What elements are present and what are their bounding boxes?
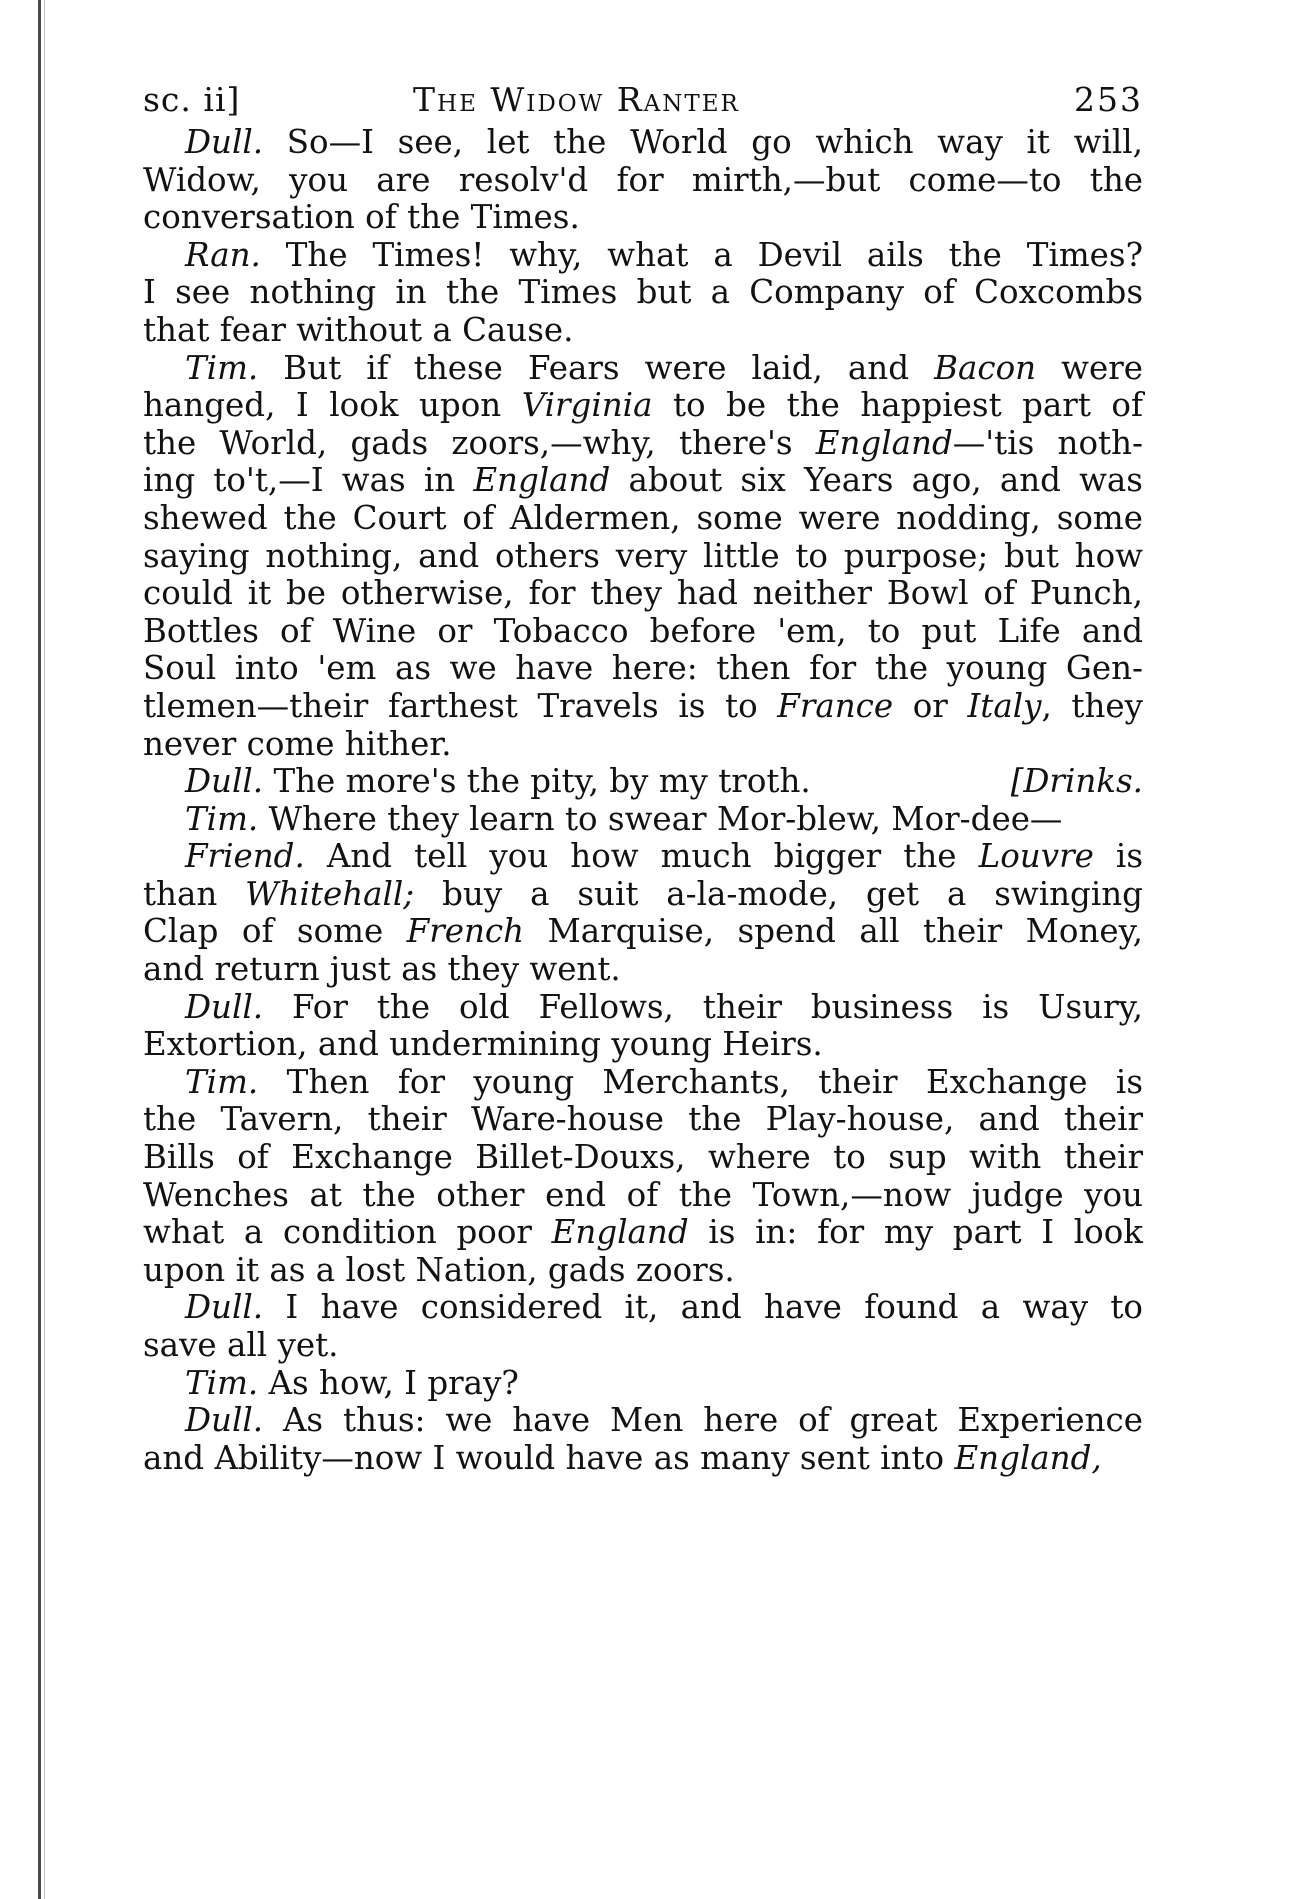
speaker-name: Dull. <box>185 1288 264 1327</box>
text-line <box>143 1402 1143 1440</box>
text-line <box>143 989 1143 1027</box>
line-text: , they <box>1041 686 1144 725</box>
text-line <box>143 425 1143 463</box>
text-line <box>143 312 1143 350</box>
line-text: than <box>143 874 246 913</box>
line-text: I have considered it, and have found a way to <box>263 1288 1143 1327</box>
text-line <box>143 274 1143 312</box>
text-line <box>143 1177 1143 1215</box>
line-text: —'tis noth- <box>952 423 1143 462</box>
line-text: Soul into 'em as we have here: then for the young Gen- <box>143 649 1143 688</box>
italic-text: Whitehall; <box>245 874 415 913</box>
text-line <box>143 838 1143 876</box>
speaker-name: Dull. <box>185 762 264 801</box>
line-text: As thus: we have Men here of great Experience <box>263 1401 1143 1440</box>
text-line <box>143 801 1143 839</box>
text-line <box>143 1139 1143 1177</box>
line-text: saying nothing, and others very little to purpose; but how <box>143 536 1143 575</box>
line-text: And tell you how much bigger the <box>304 837 979 876</box>
line-text: ing to't,—I was in <box>143 461 474 500</box>
text-line <box>143 462 1143 500</box>
line-text: So—I see, let the World go which way it will, <box>263 123 1143 161</box>
line-text: the Tavern, their Ware-house the Play-house, and their <box>143 1100 1143 1139</box>
text-line <box>143 387 1143 425</box>
speaker-name: Ran. <box>185 235 261 274</box>
line-text: is in: for my part I look <box>688 1213 1143 1252</box>
line-text: save all yet. <box>143 1326 339 1364</box>
text-line <box>143 1214 1143 1252</box>
line-text: Where they learn to swear Mor-blew, Mor-dee— <box>258 799 1063 838</box>
line-text: and return just as they went. <box>143 950 621 989</box>
stage-direction: [Drinks. <box>1010 762 1143 801</box>
line-text: buy a suit a-la-mode, get a swinging <box>414 874 1143 913</box>
line-text: As how, I pray? <box>258 1363 519 1402</box>
speaker-name: Tim. <box>185 1363 259 1402</box>
text-line <box>143 500 1143 538</box>
line-text: tlemen—their farthest Travels is to <box>143 686 778 725</box>
text-line <box>143 237 1143 275</box>
binding-shadow <box>44 0 45 1899</box>
text-line <box>143 199 1143 237</box>
italic-text: French <box>406 912 525 951</box>
book-page <box>143 80 1143 1477</box>
line-text: The Times! why, what a Devil ails the Times? <box>260 235 1143 274</box>
line-text: Bills of Exchange Billet-Douxs, where to sup with their <box>143 1138 1143 1177</box>
line-text: Then for young Merchants, their Exchange is <box>258 1062 1143 1101</box>
speaker-name: Dull. <box>185 1401 264 1440</box>
line-text: hanged, I look upon <box>143 386 522 425</box>
italic-text: Louvre <box>978 837 1094 876</box>
line-text: or <box>893 686 968 725</box>
text-line <box>143 951 1143 989</box>
line-text: never come hither. <box>143 724 452 763</box>
dialogue-text <box>143 124 1143 1477</box>
text-line <box>143 1064 1143 1102</box>
scene-marker: sc. ii] <box>143 80 241 119</box>
text-line <box>143 613 1143 651</box>
text-line <box>143 726 1143 764</box>
text-line <box>143 162 1143 200</box>
page-number: 253 <box>1074 80 1143 119</box>
italic-text: France <box>777 686 894 725</box>
text-line <box>143 538 1143 576</box>
text-line <box>143 124 1143 162</box>
line-text: conversation of the Times. <box>143 198 580 237</box>
line-text: Wenches at the other end of the Town,—now judge you <box>143 1175 1143 1214</box>
text-line <box>143 1440 1143 1478</box>
speaker-name: Tim. <box>185 348 259 387</box>
line-text: shewed the Court of Aldermen, some were nodding, some <box>143 498 1143 537</box>
speaker-name: Tim. <box>185 1062 259 1101</box>
text-line <box>143 1327 1143 1365</box>
line-text: that fear without a Cause. <box>143 310 574 349</box>
line-text: the World, gads zoors,—why, there's <box>143 423 816 462</box>
line-text: The more's the pity, by my troth. <box>263 762 811 801</box>
italic-text: Virginia <box>521 386 653 425</box>
italic-text: Bacon <box>934 348 1037 387</box>
text-line <box>143 350 1143 388</box>
text-line <box>143 1101 1143 1139</box>
line-text: But if these Fears were laid, and <box>258 348 935 387</box>
italic-text: Italy <box>967 686 1042 725</box>
text-line <box>143 763 1143 801</box>
line-text: could it be otherwise, for they had neither Bowl of Punch, <box>143 574 1143 613</box>
speaker-name: Friend. <box>185 837 305 876</box>
running-header <box>143 80 1143 124</box>
line-text: and Ability—now I would have as many sent into <box>143 1438 955 1477</box>
line-text: For the old Fellows, their business is Usury, <box>263 987 1143 1026</box>
speaker-name: Dull. <box>185 123 264 161</box>
line-text: is <box>1093 837 1144 876</box>
text-line <box>143 1252 1143 1290</box>
italic-text: England <box>551 1213 689 1252</box>
line-text: I see nothing in the Times but a Company of Coxcombs <box>143 273 1143 312</box>
line-text: Marquise, spend all their Money, <box>524 912 1144 951</box>
text-line <box>143 650 1143 688</box>
line-text: what a condition poor <box>143 1213 552 1252</box>
text-line <box>143 1365 1143 1403</box>
italic-text: England <box>473 461 611 500</box>
line-text: Bottles of Wine or Tobacco before 'em, to put Life and <box>143 611 1143 650</box>
line-text: upon it as a lost Nation, gads zoors. <box>143 1250 735 1289</box>
italic-text: England, <box>954 1438 1102 1477</box>
text-line <box>143 1026 1143 1064</box>
speaker-name: Tim. <box>185 799 259 838</box>
text-line <box>143 688 1143 726</box>
running-title: The Widow Ranter <box>413 80 740 119</box>
line-text: Clap of some <box>143 912 407 951</box>
italic-text: England <box>815 423 953 462</box>
text-line <box>143 575 1143 613</box>
line-text: about six Years ago, and was <box>610 461 1143 500</box>
line-text: Extortion, and undermining young Heirs. <box>143 1025 823 1064</box>
text-line <box>143 876 1143 914</box>
line-text: were <box>1036 348 1143 387</box>
speaker-name: Dull. <box>185 987 264 1026</box>
line-text: Widow, you are resolv'd for mirth,—but come—to the <box>143 160 1143 199</box>
binding-edge <box>38 0 41 1899</box>
line-text: to be the happiest part of <box>652 386 1144 425</box>
text-line <box>143 913 1143 951</box>
text-line <box>143 1289 1143 1327</box>
